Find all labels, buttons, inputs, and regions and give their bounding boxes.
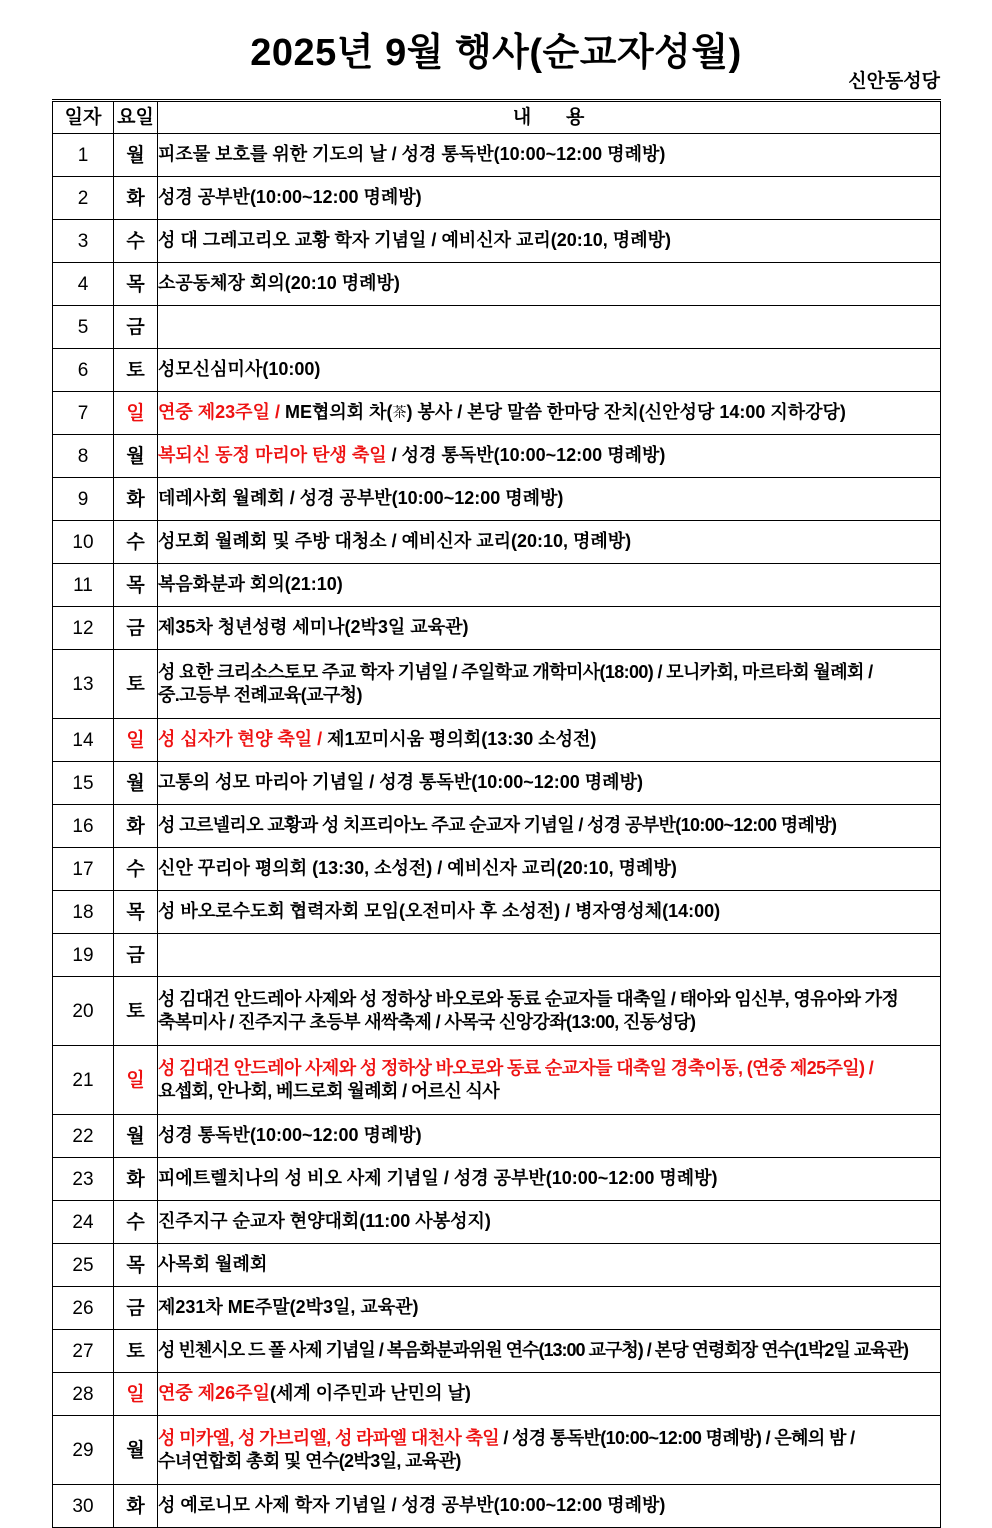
event-text: 성 빈첸시오 드 폴 사제 기념일 / 복음화분과위원 연수(13:00 교구청) / 본당 연령회장 연수(1박2일 교육관) bbox=[158, 1340, 909, 1361]
event-line bbox=[158, 530, 940, 553]
cell-day-of-week: 토 bbox=[114, 977, 158, 1046]
event-line bbox=[158, 1167, 940, 1190]
event-line bbox=[158, 1124, 940, 1147]
cell-day-of-week: 목 bbox=[114, 564, 158, 607]
event-text: 성 김대건 안드레아 사제와 성 정하상 바오로와 동료 순교자들 대축일 / 태아와 임신부, 영유아와 가정 bbox=[158, 988, 899, 1009]
cell-date: 1 bbox=[53, 134, 114, 177]
event-line bbox=[158, 186, 940, 209]
event-text: (세계 이주민과 난민의 날) bbox=[269, 1383, 471, 1404]
cell-day-of-week: 금 bbox=[114, 306, 158, 349]
cell-date: 17 bbox=[53, 848, 114, 891]
cell-day-of-week: 토 bbox=[114, 1330, 158, 1373]
column-header-date: 일자 bbox=[53, 101, 114, 134]
table-row bbox=[53, 1287, 941, 1330]
event-text: 성경 통독반(10:00~12:00 명례방) bbox=[158, 1125, 422, 1146]
calendar-table-wrapper bbox=[52, 99, 940, 1528]
event-line bbox=[158, 1382, 940, 1405]
cell-date: 6 bbox=[53, 349, 114, 392]
cell-events bbox=[158, 177, 941, 220]
event-text: 성 바오로수도회 협력자회 모임(오전미사 후 소성전) / 병자영성체(14:00) bbox=[158, 901, 721, 922]
event-line bbox=[158, 1296, 940, 1319]
cell-day-of-week: 토 bbox=[114, 349, 158, 392]
cell-day-of-week: 월 bbox=[114, 435, 158, 478]
cell-date: 2 bbox=[53, 177, 114, 220]
event-line bbox=[158, 229, 940, 252]
table-row bbox=[53, 1485, 941, 1528]
column-header-content bbox=[158, 101, 941, 134]
table-row bbox=[53, 564, 941, 607]
table-row bbox=[53, 220, 941, 263]
event-text: ) 봉사 / 본당 말씀 한마당 잔치(신안성당 14:00 지하강당) bbox=[406, 402, 846, 423]
table-row bbox=[53, 1373, 941, 1416]
event-line bbox=[158, 1427, 940, 1450]
cell-day-of-week: 수 bbox=[114, 220, 158, 263]
cell-day-of-week: 화 bbox=[114, 478, 158, 521]
cell-day-of-week: 일 bbox=[114, 719, 158, 762]
cell-day-of-week: 화 bbox=[114, 1158, 158, 1201]
event-text: 성경 공부반(10:00~12:00 명례방) bbox=[158, 187, 422, 208]
cell-day-of-week: 금 bbox=[114, 934, 158, 977]
table-row bbox=[53, 1158, 941, 1201]
cell-day-of-week: 금 bbox=[114, 1287, 158, 1330]
event-line bbox=[158, 1011, 940, 1034]
table-row bbox=[53, 478, 941, 521]
table-row bbox=[53, 1115, 941, 1158]
column-header-dayofweek: 요일 bbox=[114, 101, 158, 134]
event-text: / 성경 통독반(10:00~12:00 명례방) / 은혜의 밤 / bbox=[498, 1427, 855, 1448]
event-line bbox=[158, 1057, 940, 1080]
event-text: 성 대 그레고리오 교황 학자 기념일 / 예비신자 교리(20:10, 명례방) bbox=[158, 230, 671, 251]
cell-date: 27 bbox=[53, 1330, 114, 1373]
table-row bbox=[53, 607, 941, 650]
cell-events bbox=[158, 1158, 941, 1201]
event-text: 수녀연합회 총회 및 연수(2박3일, 교육관) bbox=[158, 1451, 461, 1471]
table-row bbox=[53, 1244, 941, 1287]
cell-events bbox=[158, 521, 941, 564]
event-text: 성 예로니모 사제 학자 기념일 / 성경 공부반(10:00~12:00 명례방) bbox=[158, 1495, 666, 1516]
cell-date: 11 bbox=[53, 564, 114, 607]
cell-date: 18 bbox=[53, 891, 114, 934]
table-row bbox=[53, 650, 941, 719]
cell-day-of-week: 수 bbox=[114, 521, 158, 564]
table-row bbox=[53, 177, 941, 220]
event-text: 茶 bbox=[392, 404, 407, 421]
event-line bbox=[158, 1080, 940, 1103]
table-row bbox=[53, 435, 941, 478]
cell-date: 15 bbox=[53, 762, 114, 805]
event-line bbox=[158, 1210, 940, 1233]
cell-date: 21 bbox=[53, 1046, 114, 1115]
event-line bbox=[158, 487, 940, 510]
event-line bbox=[158, 358, 940, 381]
cell-events bbox=[158, 564, 941, 607]
cell-events bbox=[158, 1244, 941, 1287]
cell-events bbox=[158, 650, 941, 719]
cell-day-of-week: 목 bbox=[114, 263, 158, 306]
event-text: 제1꼬미시움 평의회(13:30 소성전) bbox=[327, 729, 597, 750]
cell-events bbox=[158, 435, 941, 478]
cell-day-of-week: 목 bbox=[114, 1244, 158, 1287]
cell-day-of-week: 금 bbox=[114, 607, 158, 650]
table-row bbox=[53, 719, 941, 762]
organization-name: 신안동성당 bbox=[848, 71, 940, 92]
cell-events bbox=[158, 1046, 941, 1115]
cell-day-of-week: 수 bbox=[114, 1201, 158, 1244]
event-line bbox=[158, 684, 940, 707]
cell-events bbox=[158, 934, 941, 977]
event-text: 성모신심미사(10:00) bbox=[158, 359, 321, 380]
cell-day-of-week: 수 bbox=[114, 848, 158, 891]
table-header bbox=[53, 101, 941, 134]
event-text: 축복미사 / 진주지구 초등부 새싹축제 / 사목국 신앙강좌(13:00, 진동성당) bbox=[158, 1012, 696, 1032]
cell-date: 22 bbox=[53, 1115, 114, 1158]
cell-date: 3 bbox=[53, 220, 114, 263]
cell-day-of-week: 화 bbox=[114, 1485, 158, 1528]
cell-date: 25 bbox=[53, 1244, 114, 1287]
event-line bbox=[158, 315, 940, 338]
event-line bbox=[158, 988, 940, 1011]
cell-events bbox=[158, 607, 941, 650]
event-text: 성 고르넬리오 교황과 성 치프리아노 주교 순교자 기념일 / 성경 공부반(10:00~12:00 명례방) bbox=[158, 815, 837, 836]
event-text: 성모회 월례회 및 주방 대청소 / 예비신자 교리(20:10, 명례방) bbox=[158, 531, 632, 552]
table-row bbox=[53, 1416, 941, 1485]
event-line bbox=[158, 728, 940, 751]
event-text: 고통의 성모 마리아 기념일 / 성경 통독반(10:00~12:00 명례방) bbox=[158, 772, 643, 793]
column-header-content-a: 내 bbox=[512, 107, 532, 128]
cell-date: 29 bbox=[53, 1416, 114, 1485]
cell-day-of-week: 일 bbox=[114, 1046, 158, 1115]
table-row bbox=[53, 263, 941, 306]
table-row bbox=[53, 934, 941, 977]
event-text: 요셉회, 안나회, 베드로회 월례회 / 어르신 식사 bbox=[158, 1081, 499, 1101]
table-row bbox=[53, 848, 941, 891]
cell-date: 8 bbox=[53, 435, 114, 478]
event-line bbox=[158, 1494, 940, 1517]
cell-events bbox=[158, 1201, 941, 1244]
cell-date: 13 bbox=[53, 650, 114, 719]
cell-events bbox=[158, 762, 941, 805]
cell-events bbox=[158, 306, 941, 349]
cell-date: 24 bbox=[53, 1201, 114, 1244]
cell-date: 14 bbox=[53, 719, 114, 762]
cell-date: 9 bbox=[53, 478, 114, 521]
cell-date: 20 bbox=[53, 977, 114, 1046]
table-body bbox=[53, 134, 941, 1528]
cell-events bbox=[158, 478, 941, 521]
cell-date: 30 bbox=[53, 1485, 114, 1528]
cell-date: 7 bbox=[53, 392, 114, 435]
cell-date: 10 bbox=[53, 521, 114, 564]
cell-events bbox=[158, 891, 941, 934]
cell-date: 26 bbox=[53, 1287, 114, 1330]
cell-day-of-week: 월 bbox=[114, 134, 158, 177]
table-row bbox=[53, 762, 941, 805]
event-text: 사목회 월례회 bbox=[158, 1254, 268, 1275]
cell-events bbox=[158, 977, 941, 1046]
cell-date: 19 bbox=[53, 934, 114, 977]
page-title: 2025년 9월 행사(순교자성월) bbox=[250, 32, 742, 74]
table-row bbox=[53, 805, 941, 848]
event-text: 진주지구 순교자 현양대회(11:00 사봉성지) bbox=[158, 1211, 491, 1232]
cell-date: 23 bbox=[53, 1158, 114, 1201]
event-text: 피에트렐치나의 성 비오 사제 기념일 / 성경 공부반(10:00~12:00 명례방) bbox=[158, 1168, 718, 1189]
event-line bbox=[158, 444, 940, 467]
event-line bbox=[158, 943, 940, 966]
event-text: 중.고등부 전례교육(교구청) bbox=[158, 685, 362, 705]
cell-date: 12 bbox=[53, 607, 114, 650]
event-line bbox=[158, 1253, 940, 1276]
cell-date: 28 bbox=[53, 1373, 114, 1416]
event-line bbox=[158, 616, 940, 639]
cell-date: 4 bbox=[53, 263, 114, 306]
cell-events bbox=[158, 719, 941, 762]
event-text: 소공동체장 회의(20:10 명례방) bbox=[158, 273, 400, 294]
table-row bbox=[53, 891, 941, 934]
table-row bbox=[53, 977, 941, 1046]
cell-events bbox=[158, 220, 941, 263]
event-text: 복음화분과 회의(21:10) bbox=[158, 574, 343, 595]
cell-day-of-week: 일 bbox=[114, 1373, 158, 1416]
column-header-content-b: 용 bbox=[566, 107, 586, 128]
event-line bbox=[158, 814, 940, 837]
event-text: ME협의회 차( bbox=[284, 402, 393, 423]
event-text: 신안 꾸리아 평의회 (13:30, 소성전) / 예비신자 교리(20:10, 명례방) bbox=[158, 858, 677, 879]
event-text-highlight: 성 미카엘, 성 가브리엘, 성 라파엘 대천사 축일 bbox=[158, 1427, 499, 1448]
event-text-highlight: 성 김대건 안드레아 사제와 성 정하상 바오로와 동료 순교자들 대축일 경축이동, (연중 제25주일) / bbox=[158, 1057, 874, 1078]
monthly-event-table bbox=[52, 99, 941, 1528]
table-row bbox=[53, 521, 941, 564]
table-row bbox=[53, 349, 941, 392]
cell-events bbox=[158, 1115, 941, 1158]
event-line bbox=[158, 272, 940, 295]
event-line bbox=[158, 771, 940, 794]
table-header-row bbox=[53, 101, 941, 134]
event-line bbox=[158, 900, 940, 923]
cell-day-of-week: 목 bbox=[114, 891, 158, 934]
cell-events bbox=[158, 349, 941, 392]
cell-events bbox=[158, 134, 941, 177]
event-text-highlight: 복되신 동정 마리아 탄생 축일 bbox=[158, 445, 387, 466]
table-row bbox=[53, 134, 941, 177]
event-text: 데레사회 월례회 / 성경 공부반(10:00~12:00 명례방) bbox=[158, 488, 564, 509]
cell-day-of-week: 월 bbox=[114, 1416, 158, 1485]
cell-date: 5 bbox=[53, 306, 114, 349]
event-line bbox=[158, 857, 940, 880]
cell-events bbox=[158, 1485, 941, 1528]
cell-events bbox=[158, 848, 941, 891]
cell-day-of-week: 화 bbox=[114, 805, 158, 848]
event-text: 피조물 보호를 위한 기도의 날 / 성경 통독반(10:00~12:00 명례방) bbox=[158, 144, 666, 165]
cell-day-of-week: 일 bbox=[114, 392, 158, 435]
event-text-highlight: 연중 제23주일 / bbox=[158, 402, 285, 423]
event-line bbox=[158, 1339, 940, 1362]
table-row bbox=[53, 392, 941, 435]
cell-events bbox=[158, 1416, 941, 1485]
table-row bbox=[53, 1330, 941, 1373]
cell-events bbox=[158, 805, 941, 848]
table-row bbox=[53, 306, 941, 349]
event-text-highlight: 연중 제26주일 bbox=[158, 1383, 270, 1404]
event-text: 제35차 청년성령 세미나(2박3일 교육관) bbox=[158, 617, 469, 638]
table-row bbox=[53, 1201, 941, 1244]
event-line bbox=[158, 661, 940, 684]
event-text: 제231차 ME주말(2박3일, 교육관) bbox=[158, 1297, 419, 1318]
event-line bbox=[158, 143, 940, 166]
cell-day-of-week: 화 bbox=[114, 177, 158, 220]
cell-events bbox=[158, 263, 941, 306]
document-header bbox=[0, 0, 992, 92]
cell-day-of-week: 토 bbox=[114, 650, 158, 719]
cell-day-of-week: 월 bbox=[114, 1115, 158, 1158]
event-text: / 성경 통독반(10:00~12:00 명례방) bbox=[386, 445, 666, 466]
event-line bbox=[158, 573, 940, 596]
cell-events bbox=[158, 1287, 941, 1330]
event-line bbox=[158, 401, 940, 424]
event-line bbox=[158, 1450, 940, 1473]
cell-day-of-week: 월 bbox=[114, 762, 158, 805]
event-text-highlight: 성 십자가 현양 축일 / bbox=[158, 729, 328, 750]
cell-events bbox=[158, 392, 941, 435]
event-text: 성 요한 크리소스토모 주교 학자 기념일 / 주일학교 개학미사(18:00) / 모니카회, 마르타회 월례회 / bbox=[158, 661, 873, 682]
cell-date: 16 bbox=[53, 805, 114, 848]
cell-events bbox=[158, 1373, 941, 1416]
cell-events bbox=[158, 1330, 941, 1373]
table-row bbox=[53, 1046, 941, 1115]
